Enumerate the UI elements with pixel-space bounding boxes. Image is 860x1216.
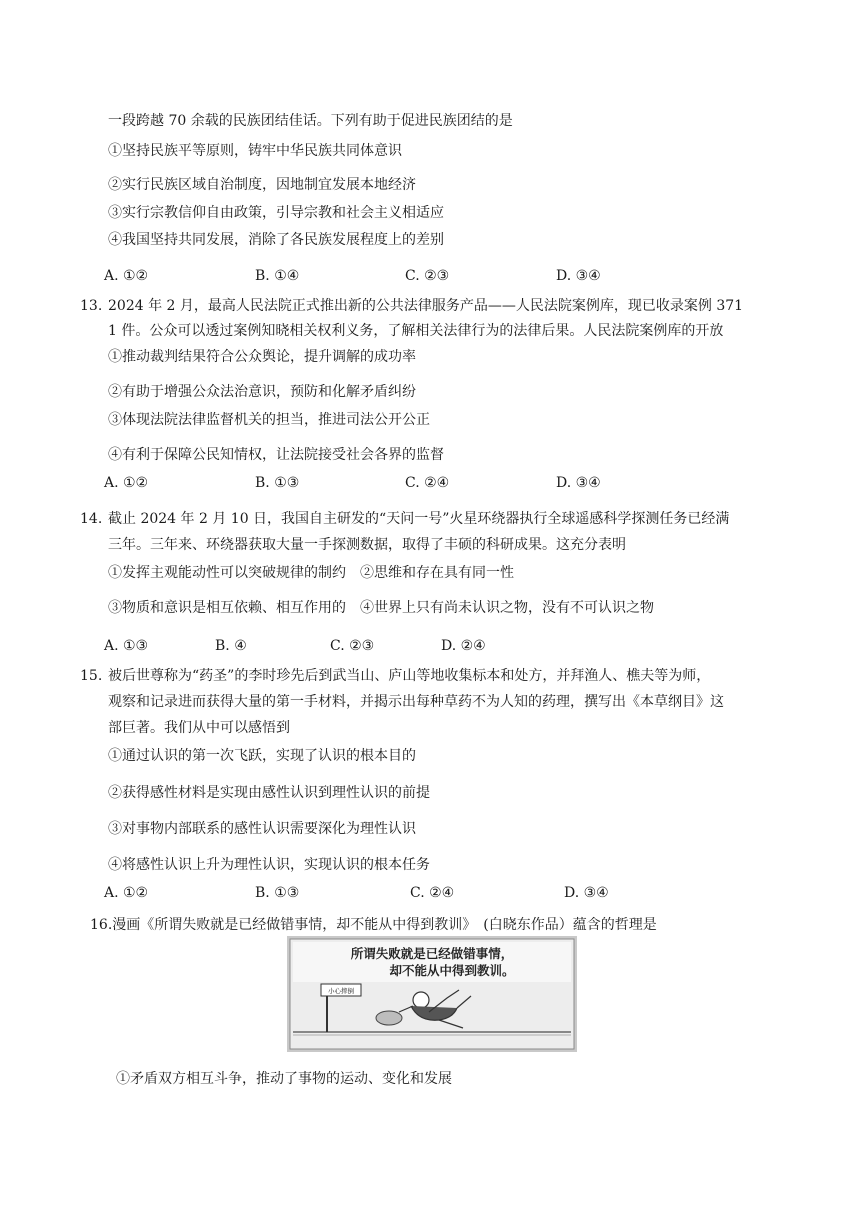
q13-item-3: ③体现法院法律监督机关的担当，推进司法公开公正 [108, 412, 430, 428]
stone [376, 1011, 402, 1025]
q15-item-3: ③对事物内部联系的感性认识需要深化为理性认识 [108, 821, 416, 837]
q14-number: 14. [80, 511, 103, 527]
q13-option-b: B. ①③ [255, 475, 300, 491]
q13-item-2: ②有助于增强公众法治意识，预防和化解矛盾纠纷 [108, 384, 416, 400]
q15-option-d: D. ③④ [564, 885, 609, 901]
cartoon-caption-line-1: 所谓失败就是已经做错事情， [350, 946, 514, 961]
q15-item-1: ①通过认识的第一次飞跃，实现了认识的根本目的 [108, 748, 416, 764]
cartoon-image [287, 936, 577, 1052]
q15-option-c: C. ②④ [410, 885, 455, 901]
q15-item-2: ②获得感性材料是实现由感性认识到理性认识的前提 [108, 785, 430, 801]
q16-item-1: ①矛盾双方相互斗争，推动了事物的运动、变化和发展 [116, 1071, 452, 1087]
q12-item-4: ④我国坚持共同发展，消除了各民族发展程度上的差别 [108, 232, 444, 248]
q13-stem-line-1: 2024 年 2 月，最高人民法院正式推出新的公共法律服务产品——人民法院案例库，现已收录案例 371 [108, 298, 744, 314]
q12-item-2: ②实行民族区域自治制度，因地制宜发展本地经济 [108, 177, 416, 193]
q15-item-4: ④将感性认识上升为理性认识，实现认识的根本任务 [108, 857, 430, 873]
q14-option-a: A. ①③ [104, 638, 149, 654]
q12-option-c: C. ②③ [405, 268, 450, 284]
q14-option-c: C. ②③ [330, 638, 375, 654]
q15-stem-line-1: 被后世尊称为“药圣”的李时珍先后到武当山、庐山等地收集标本和处方，并拜渔人、樵夫等为师， [108, 668, 711, 684]
q13-item-1: ①推动裁判结果符合公众舆论，提升调解的成功率 [108, 349, 416, 365]
q14-item-2: ③物质和意识是相互依赖、相互作用的 ④世界上只有尚未认识之物，没有不可认识之物 [108, 600, 654, 616]
q12-stem: 一段跨越 70 余载的民族团结佳话。下列有助于促进民族团结的是 [108, 113, 513, 129]
q15-stem-line-2: 观察和记录进而获得大量的第一手材料，并揭示出每种草药不为人知的药理，撰写出《本草纲目》这 [108, 694, 724, 710]
q13-option-a: A. ①② [104, 475, 149, 491]
q13-option-c: C. ②④ [405, 475, 450, 491]
q13-item-4: ④有利于保障公民知情权，让法院接受社会各界的监督 [108, 447, 444, 463]
q14-stem-line-1: 截止 2024 年 2 月 10 日，我国自主研发的“天问一号”火星环绕器执行全球遥感科学探测任务已经满 [108, 511, 730, 527]
q14-item-1: ①发挥主观能动性可以突破规律的制约 ②思维和存在具有同一性 [108, 565, 514, 581]
q14-stem-line-2: 三年。三年来、环绕器获取大量一手探测数据，取得了丰硕的科研成果。这充分表明 [108, 537, 626, 553]
q15-option-a: A. ①② [104, 885, 149, 901]
q12-item-1: ①坚持民族平等原则，铸牢中华民族共同体意识 [108, 143, 402, 159]
q12-item-3: ③实行宗教信仰自由政策，引导宗教和社会主义相适应 [108, 205, 444, 221]
q13-stem-line-2: 1 件。公众可以透过案例知晓相关权利义务，了解相关法律行为的法律后果。人民法院案例库的开放 [108, 323, 724, 339]
q12-option-a: A. ①② [104, 268, 149, 284]
q14-option-d: D. ②④ [441, 638, 486, 654]
q15-stem-line-3: 部巨著。我们从中可以感悟到 [108, 720, 290, 736]
q15-option-b: B. ①③ [255, 885, 300, 901]
q12-option-b: B. ①④ [255, 268, 300, 284]
q16-stem: 16.漫画《所谓失败就是已经做错事情，却不能从中得到教训》 (白晓东作品）蕴含的哲理是 [90, 917, 657, 933]
q13-number: 13. [80, 298, 103, 314]
q15-number: 15. [80, 668, 103, 684]
q14-option-b: B. ④ [215, 638, 247, 654]
warning-sign-label: 小心摔倒 [328, 987, 354, 995]
q13-option-d: D. ③④ [556, 475, 601, 491]
cartoon-caption-line-2: 却不能从中得到教训。 [389, 963, 515, 978]
q12-option-d: D. ③④ [556, 268, 601, 284]
